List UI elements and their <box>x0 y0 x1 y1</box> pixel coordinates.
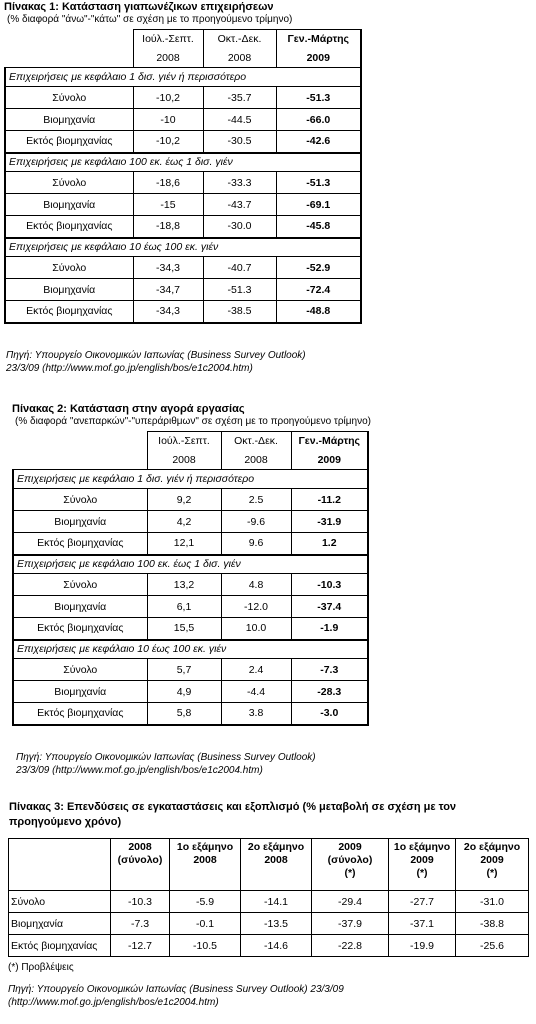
value-cell: -38.5 <box>203 301 276 323</box>
row-label: Βιομηχανία <box>13 596 147 618</box>
table2-source-line1: Πηγή: Υπουργείο Οικονομικών Ιαπωνίας (Business Survey Outlook) <box>16 752 316 763</box>
value-cell: -10,2 <box>133 87 203 109</box>
header-year-3: 2009 <box>291 451 368 470</box>
table-row <box>13 596 368 618</box>
header-year-1: 2008 <box>147 451 221 470</box>
value-cell: -34,7 <box>133 279 203 301</box>
column-header-line: 1ο εξάμηνο <box>393 841 451 853</box>
column-header <box>456 839 529 891</box>
value-cell: -14.6 <box>241 935 312 957</box>
value-cell: -18,8 <box>133 216 203 238</box>
column-header-line: 2009 <box>338 841 362 853</box>
value-cell: -25.6 <box>456 935 529 957</box>
header-empty-cell <box>13 432 147 451</box>
value-cell: -4.4 <box>221 681 291 703</box>
header-period-3: Γεν.-Μάρτης <box>291 432 368 451</box>
value-cell: -5.9 <box>170 891 241 913</box>
row-label: Σύνολο <box>13 659 147 681</box>
header-empty-cell <box>13 451 147 470</box>
value-cell: -15 <box>133 194 203 216</box>
value-cell: 4,9 <box>147 681 221 703</box>
table3-source <box>8 983 344 1009</box>
value-cell: -10.3 <box>111 891 170 913</box>
value-cell: -10 <box>133 109 203 131</box>
table1-source-line1: Πηγή: Υπουργείο Οικονομικών Ιαπωνίας (Business Survey Outlook) <box>6 350 306 361</box>
table-row <box>5 172 361 194</box>
value-cell: -35.7 <box>203 87 276 109</box>
value-cell: -40.7 <box>203 257 276 279</box>
table3-title-line1: Πίνακας 3: Επενδύσεις σε εγκαταστάσεις και εξοπλισμό (% μεταβολή σε σχέση με τον <box>9 801 457 813</box>
value-cell-highlight: -72.4 <box>276 279 361 301</box>
column-header-line: 2ο εξάμηνο <box>463 841 521 853</box>
value-cell: 9,2 <box>147 489 221 511</box>
table-row <box>5 131 361 153</box>
row-label: Εκτός βιομηχανίας <box>13 533 147 555</box>
column-header <box>312 839 389 891</box>
header-year-3: 2009 <box>276 49 361 68</box>
table3-source-line2: (http://www.mof.go.jp/english/bos/e1c2004.htm) <box>8 997 219 1008</box>
value-cell-highlight: -69.1 <box>276 194 361 216</box>
table-row <box>13 681 368 703</box>
table2-source-line2: 23/3/09 (http://www.mof.go.jp/english/bos/e1c2004.htm) <box>16 765 263 776</box>
table3 <box>8 838 529 957</box>
table-row <box>5 279 361 301</box>
header-row <box>5 30 361 49</box>
value-cell: 13,2 <box>147 574 221 596</box>
column-header-line: (*) <box>416 867 428 879</box>
value-cell: -33.3 <box>203 172 276 194</box>
table-row <box>5 87 361 109</box>
table3-title <box>9 801 456 828</box>
table2 <box>12 431 369 726</box>
column-header-line: 2008 <box>264 854 288 866</box>
value-cell: -12.0 <box>221 596 291 618</box>
value-cell: -7.3 <box>111 913 170 935</box>
header-row <box>9 839 529 891</box>
section-row <box>13 555 368 574</box>
row-label: Εκτός βιομηχανίας <box>13 618 147 640</box>
value-cell: -12.7 <box>111 935 170 957</box>
table-row <box>5 257 361 279</box>
row-label: Εκτός βιομηχανίας <box>9 935 111 957</box>
section-label: Επιχειρήσεις με κεφάλαιο 1 δισ. γιέν ή περισσότερο <box>13 470 368 489</box>
value-cell: 12,1 <box>147 533 221 555</box>
table-row <box>9 913 529 935</box>
table-row <box>13 489 368 511</box>
row-label: Εκτός βιομηχανίας <box>5 131 133 153</box>
column-header-line <box>111 867 169 880</box>
value-cell-highlight: -10.3 <box>291 574 368 596</box>
value-cell-highlight: -51.3 <box>276 172 361 194</box>
row-label: Εκτός βιομηχανίας <box>5 301 133 323</box>
header-period-1: Ιούλ.-Σεπτ. <box>133 30 203 49</box>
table-row <box>5 301 361 323</box>
value-cell-highlight: -45.8 <box>276 216 361 238</box>
value-cell: 6,1 <box>147 596 221 618</box>
table-row <box>13 703 368 725</box>
table2-subtitle: (% διαφορά "ανεπαρκών"-"υπεράριθμων" σε σχέση με το προηγούμενο τρίμηνο) <box>15 416 371 427</box>
column-header-line: (*) <box>344 867 356 879</box>
table3-title-line2: προηγούμενο χρόνο) <box>9 816 122 828</box>
value-cell: -37.9 <box>312 913 389 935</box>
value-cell: -27.7 <box>389 891 456 913</box>
value-cell: -34,3 <box>133 257 203 279</box>
value-cell: -22.8 <box>312 935 389 957</box>
section-row <box>5 153 361 172</box>
column-header-line: 1ο εξάμηνο <box>176 841 234 853</box>
header-empty-cell <box>5 30 133 49</box>
column-header <box>170 839 241 891</box>
value-cell: -29.4 <box>312 891 389 913</box>
column-header-line: 2008 <box>128 841 152 853</box>
row-label: Εκτός βιομηχανίας <box>13 703 147 725</box>
table1-source <box>6 349 306 375</box>
table-row <box>9 891 529 913</box>
value-cell: 2.4 <box>221 659 291 681</box>
column-header <box>241 839 312 891</box>
table2-source <box>16 751 316 777</box>
column-header-line: (*) <box>486 867 498 879</box>
row-label: Σύνολο <box>9 891 111 913</box>
column-header-line: 2009 <box>480 854 504 866</box>
column-header-line <box>241 867 311 880</box>
value-cell: 5,8 <box>147 703 221 725</box>
value-cell: -30.0 <box>203 216 276 238</box>
table1-title: Πίνακας 1: Κατάσταση γιαπωνέζικων επιχειρήσεων <box>4 1 274 13</box>
section-label: Επιχειρήσεις με κεφάλαιο 10 έως 100 εκ. γιέν <box>5 238 361 257</box>
column-header-line: 2009 <box>410 854 434 866</box>
value-cell-highlight: -52.9 <box>276 257 361 279</box>
table2-title: Πίνακας 2: Κατάσταση στην αγορά εργασίας <box>12 403 245 415</box>
value-cell: -43.7 <box>203 194 276 216</box>
value-cell: -44.5 <box>203 109 276 131</box>
row-label: Σύνολο <box>13 489 147 511</box>
value-cell: 15,5 <box>147 618 221 640</box>
value-cell: 3.8 <box>221 703 291 725</box>
header-year-2: 2008 <box>203 49 276 68</box>
value-cell: 5,7 <box>147 659 221 681</box>
row-label: Βιομηχανία <box>5 194 133 216</box>
value-cell: -31.0 <box>456 891 529 913</box>
value-cell-highlight: -37.4 <box>291 596 368 618</box>
value-cell-highlight: -51.3 <box>276 87 361 109</box>
header-period-3: Γεν.-Μάρτης <box>276 30 361 49</box>
value-cell: -13.5 <box>241 913 312 935</box>
header-empty-cell <box>5 49 133 68</box>
section-label: Επιχειρήσεις με κεφάλαιο 1 δισ. γιέν ή περισσότερο <box>5 68 361 87</box>
row-label: Βιομηχανία <box>13 511 147 533</box>
row-label: Βιομηχανία <box>9 913 111 935</box>
value-cell-highlight: -42.6 <box>276 131 361 153</box>
header-period-2: Οκτ.-Δεκ. <box>221 432 291 451</box>
value-cell-highlight: 1.2 <box>291 533 368 555</box>
row-label: Σύνολο <box>5 172 133 194</box>
column-header-line: (σύνολο) <box>327 854 373 866</box>
row-label: Βιομηχανία <box>5 109 133 131</box>
table1 <box>4 29 362 324</box>
value-cell: -18,6 <box>133 172 203 194</box>
column-header-line: 2ο εξάμηνο <box>247 841 305 853</box>
table-row <box>5 216 361 238</box>
row-label: Σύνολο <box>5 257 133 279</box>
row-label: Βιομηχανία <box>5 279 133 301</box>
value-cell: -0.1 <box>170 913 241 935</box>
value-cell: -38.8 <box>456 913 529 935</box>
table-row <box>13 511 368 533</box>
value-cell: -10,2 <box>133 131 203 153</box>
section-row <box>5 68 361 87</box>
value-cell: -30.5 <box>203 131 276 153</box>
table1-subtitle: (% διαφορά "άνω"-"κάτω" σε σχέση με το προηγούμενο τρίμηνο) <box>7 14 293 25</box>
header-year-row <box>5 49 361 68</box>
column-header-line: (σύνολο) <box>117 854 163 866</box>
table3-footnote: (*) Προβλέψεις <box>8 962 74 973</box>
table3-source-line1: Πηγή: Υπουργείο Οικονομικών Ιαπωνίας (Business Survey Outlook) 23/3/09 <box>8 984 344 995</box>
value-cell: -34,3 <box>133 301 203 323</box>
section-label: Επιχειρήσεις με κεφάλαιο 100 εκ. έως 1 δισ. γιέν <box>13 555 368 574</box>
row-label: Σύνολο <box>13 574 147 596</box>
value-cell: -14.1 <box>241 891 312 913</box>
value-cell-highlight: -3.0 <box>291 703 368 725</box>
row-label: Εκτός βιομηχανίας <box>5 216 133 238</box>
table-row <box>9 935 529 957</box>
value-cell: 4.8 <box>221 574 291 596</box>
column-header-line <box>170 867 240 880</box>
value-cell: -10.5 <box>170 935 241 957</box>
header-year-2: 2008 <box>221 451 291 470</box>
row-label: Βιομηχανία <box>13 681 147 703</box>
value-cell: -19.9 <box>389 935 456 957</box>
section-row <box>5 238 361 257</box>
table-row <box>5 109 361 131</box>
row-label: Σύνολο <box>5 87 133 109</box>
value-cell: -9.6 <box>221 511 291 533</box>
section-label: Επιχειρήσεις με κεφάλαιο 100 εκ. έως 1 δισ. γιέν <box>5 153 361 172</box>
header-row <box>13 432 368 451</box>
table-row <box>5 194 361 216</box>
value-cell: -51.3 <box>203 279 276 301</box>
value-cell-highlight: -28.3 <box>291 681 368 703</box>
section-label: Επιχειρήσεις με κεφάλαιο 10 έως 100 εκ. γιέν <box>13 640 368 659</box>
column-header <box>389 839 456 891</box>
value-cell: 10.0 <box>221 618 291 640</box>
table-row <box>13 659 368 681</box>
value-cell: 2.5 <box>221 489 291 511</box>
table1-source-line2: 23/3/09 (http://www.mof.go.jp/english/bos/e1c2004.htm) <box>6 363 253 374</box>
value-cell-highlight: -48.8 <box>276 301 361 323</box>
table-row <box>13 574 368 596</box>
value-cell: 4,2 <box>147 511 221 533</box>
section-row <box>13 640 368 659</box>
column-header-line: 2008 <box>193 854 217 866</box>
header-year-row <box>13 451 368 470</box>
value-cell-highlight: -66.0 <box>276 109 361 131</box>
header-period-2: Οκτ.-Δεκ. <box>203 30 276 49</box>
column-header <box>111 839 170 891</box>
value-cell-highlight: -7.3 <box>291 659 368 681</box>
table-row <box>13 618 368 640</box>
section-row <box>13 470 368 489</box>
header-period-1: Ιούλ.-Σεπτ. <box>147 432 221 451</box>
table-row <box>13 533 368 555</box>
value-cell-highlight: -11.2 <box>291 489 368 511</box>
value-cell-highlight: -1.9 <box>291 618 368 640</box>
header-year-1: 2008 <box>133 49 203 68</box>
value-cell: 9.6 <box>221 533 291 555</box>
value-cell: -37.1 <box>389 913 456 935</box>
value-cell-highlight: -31.9 <box>291 511 368 533</box>
header-empty-cell <box>9 839 111 891</box>
